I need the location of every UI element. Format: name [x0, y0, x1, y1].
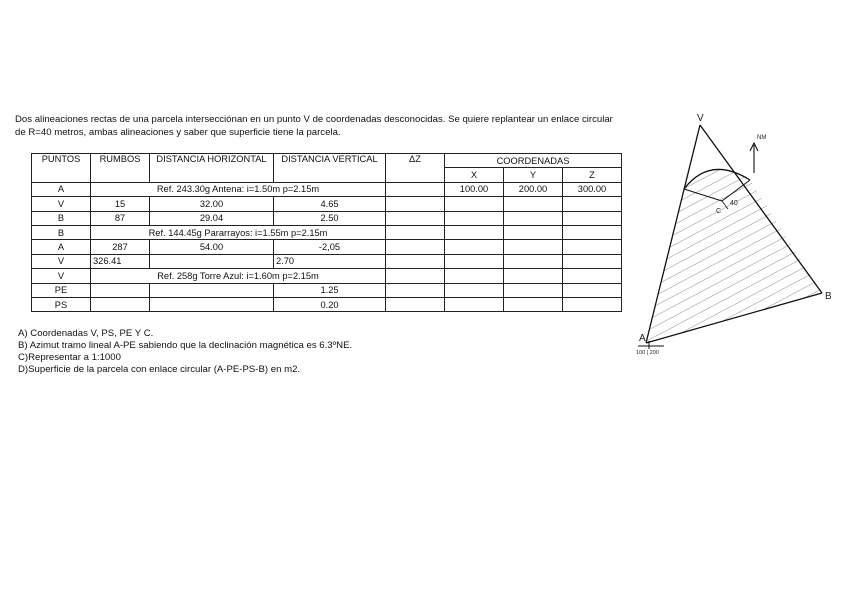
header-puntos: PUNTOS [32, 154, 91, 183]
cell-dz [386, 269, 445, 283]
label-radius: 40 [730, 200, 738, 207]
header-distancia-horizontal: DISTANCIA HORIZONTAL [150, 154, 274, 183]
problem-statement-line-2: de R=40 metros, ambas alineaciones y saber que superficie tiene la parcela. [15, 127, 341, 138]
table-row [32, 254, 622, 268]
cell-x [445, 283, 504, 297]
header-distancia-vertical: DISTANCIA VERTICAL [274, 154, 386, 183]
cell-dz [386, 182, 445, 196]
cell-dz [386, 240, 445, 254]
cell-y: 200.00 [504, 182, 563, 196]
label-point-v: V [697, 113, 704, 124]
cell-punto: B [32, 225, 91, 239]
cell-punto: B [32, 211, 91, 225]
cell-dist-v: -2,05 [274, 240, 386, 254]
table-row [32, 225, 622, 239]
cell-punto: V [32, 254, 91, 268]
cell-y [504, 269, 563, 283]
cell-dz [386, 254, 445, 268]
survey-table [31, 153, 622, 312]
question-item: D)Superficie de la parcela con enlace circular (A-PE-PS-B) en m2. [18, 364, 301, 375]
cell-dist-h [150, 283, 274, 297]
cell-z [563, 197, 622, 211]
header-coordenadas: COORDENADAS [445, 154, 622, 168]
cell-dist-h: 32.00 [150, 197, 274, 211]
question-list [18, 328, 352, 376]
table-row [32, 283, 622, 297]
cell-z [563, 269, 622, 283]
header-delta-z: ΔZ [386, 154, 445, 183]
cell-rumbo [91, 297, 150, 311]
cell-x: 100.00 [445, 182, 504, 196]
label-a-coordinates: 100 | 200 [636, 350, 659, 356]
table-row [32, 211, 622, 225]
label-point-a: A [639, 333, 646, 344]
cell-x [445, 297, 504, 311]
cell-dz [386, 297, 445, 311]
cell-punto: PE [32, 283, 91, 297]
cell-z [563, 283, 622, 297]
cell-x [445, 254, 504, 268]
cell-x [445, 211, 504, 225]
table-row [32, 269, 622, 283]
header-y: Y [504, 168, 563, 182]
cell-punto: V [32, 197, 91, 211]
cell-dz [386, 197, 445, 211]
question-item: C)Representar a 1:1000 [18, 352, 121, 363]
label-north: NM [757, 135, 767, 141]
cell-dist-h [150, 254, 274, 268]
cell-dist-h [150, 297, 274, 311]
cell-y [504, 211, 563, 225]
cell-punto: PS [32, 297, 91, 311]
cell-z [563, 240, 622, 254]
question-item: B) Azimut tramo lineal A-PE sabiendo que la declinación magnética es 6.3ºNE. [18, 340, 353, 351]
table-row [32, 297, 622, 311]
cell-z [563, 211, 622, 225]
cell-x [445, 197, 504, 211]
cell-y [504, 254, 563, 268]
table-row [32, 182, 622, 196]
cell-y [504, 225, 563, 239]
cell-rumbo: 326.41 [91, 254, 150, 268]
cell-z [563, 254, 622, 268]
cell-dist-v: 4.65 [274, 197, 386, 211]
cell-z [563, 297, 622, 311]
label-point-b: B [825, 291, 832, 302]
cell-y [504, 197, 563, 211]
cell-x [445, 269, 504, 283]
header-x: X [445, 168, 504, 182]
cell-rumbo: 287 [91, 240, 150, 254]
cell-reference: Ref. 243.30g Antena: i=1.50m p=2.15m [91, 182, 386, 196]
problem-statement [15, 113, 625, 139]
cell-z [563, 225, 622, 239]
cell-y [504, 297, 563, 311]
label-point-c: C [716, 208, 722, 215]
cell-rumbo [91, 283, 150, 297]
problem-statement-line-1: Dos alineaciones rectas de una parcela intersecciónan en un punto V de coordenadas desconocidas. Se quiere replantear un enlace circular [15, 114, 613, 125]
cell-z: 300.00 [563, 182, 622, 196]
table-row [32, 240, 622, 254]
cell-dist-v: 0.20 [274, 297, 386, 311]
cell-punto: A [32, 182, 91, 196]
header-z: Z [563, 168, 622, 182]
cell-rumbo: 15 [91, 197, 150, 211]
cell-x [445, 225, 504, 239]
cell-rumbo: 87 [91, 211, 150, 225]
question-item: A) Coordenadas V, PS, PE Y C. [18, 328, 154, 339]
cell-dist-h: 54.00 [150, 240, 274, 254]
cell-reference: Ref. 258g Torre Azul: i=1.60m p=2.15m [91, 269, 386, 283]
cell-punto: A [32, 240, 91, 254]
cell-y [504, 240, 563, 254]
parcel-sketch [630, 105, 840, 360]
cell-dist-h: 29.04 [150, 211, 274, 225]
cell-dz [386, 211, 445, 225]
header-rumbos: RUMBOS [91, 154, 150, 183]
cell-dist-v: 2.70 [274, 254, 386, 268]
cell-dz [386, 283, 445, 297]
cell-x [445, 240, 504, 254]
cell-dist-v: 2.50 [274, 211, 386, 225]
table-header-row [32, 154, 622, 168]
cell-y [504, 283, 563, 297]
table-row [32, 197, 622, 211]
cell-reference: Ref. 144.45g Pararrayos: i=1.55m p=2.15m [91, 225, 386, 239]
cell-dist-v: 1.25 [274, 283, 386, 297]
cell-dz [386, 225, 445, 239]
cell-punto: V [32, 269, 91, 283]
